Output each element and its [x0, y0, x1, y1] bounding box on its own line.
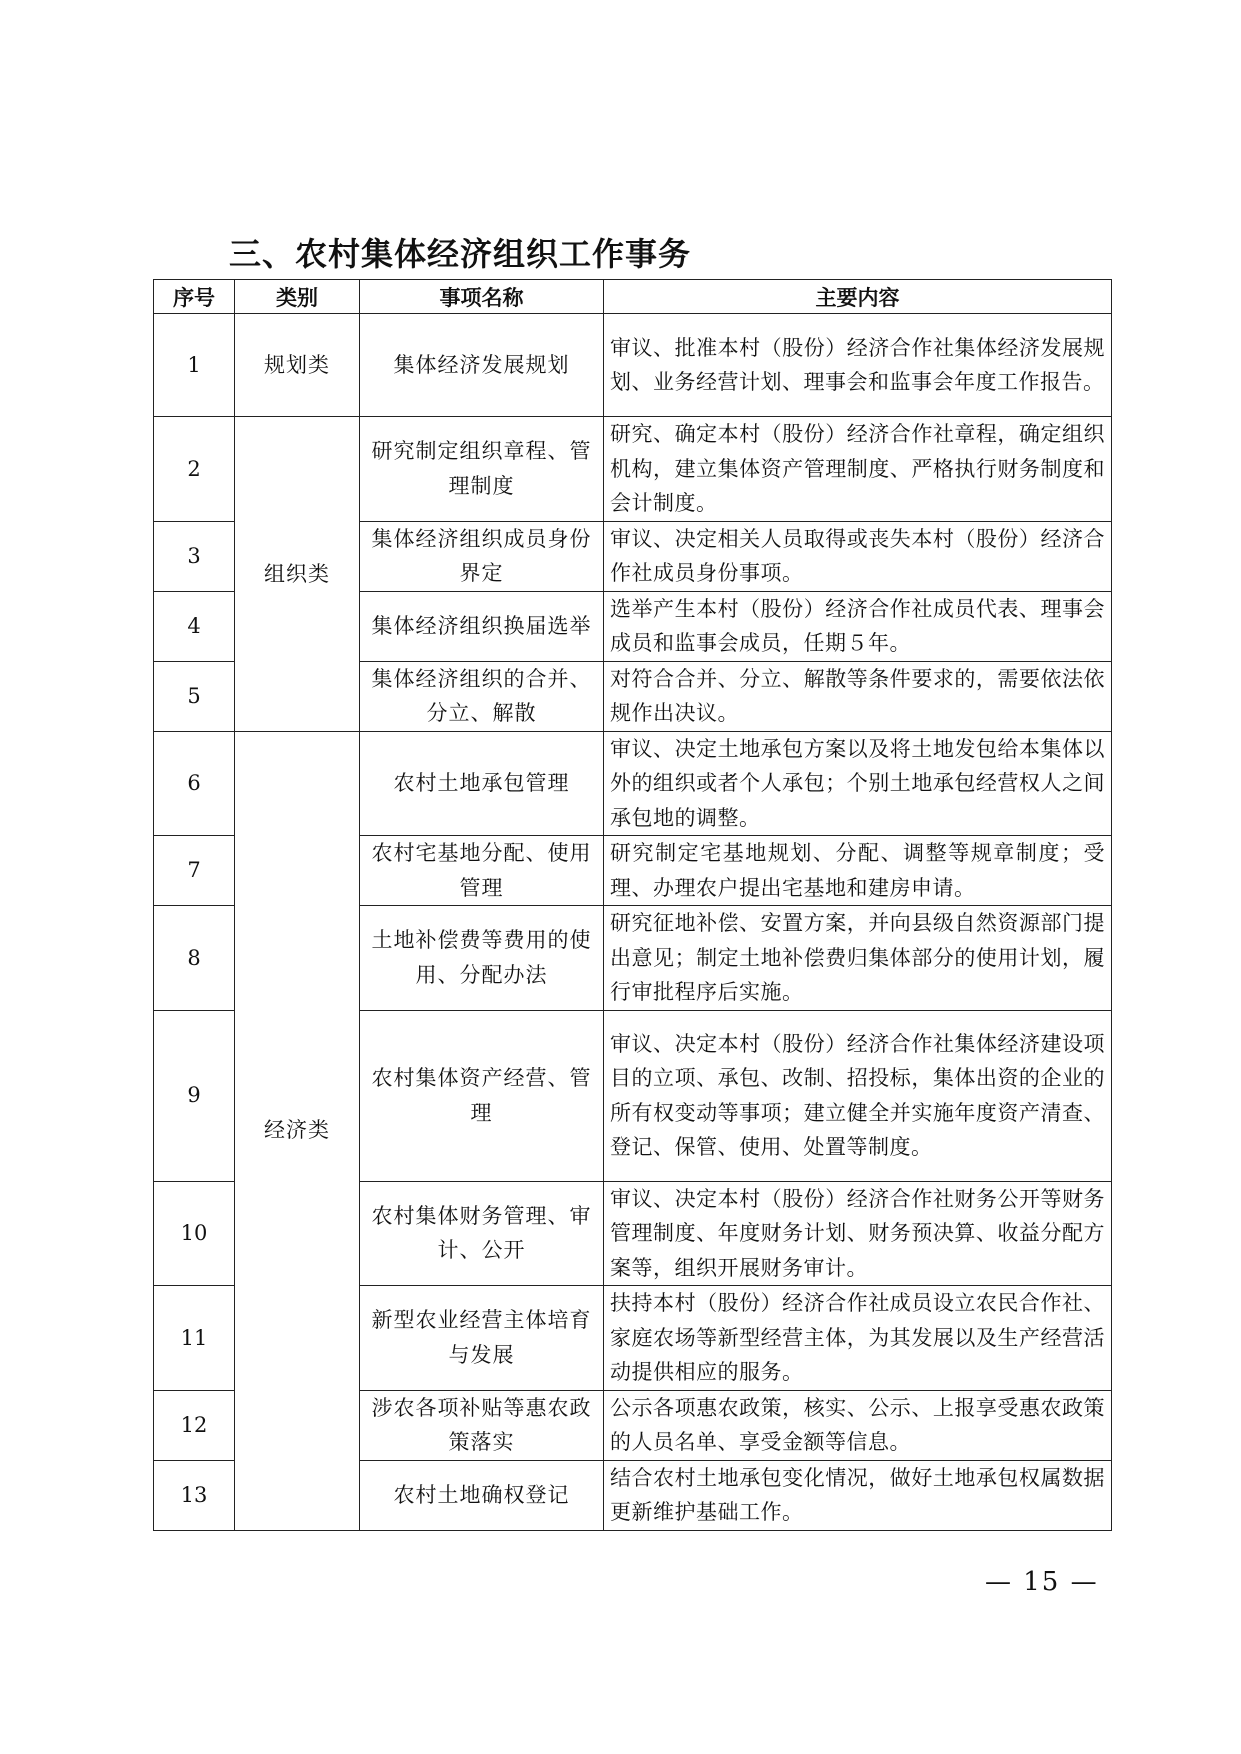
item-content: 研究征地补偿、安置方案，并向县级自然资源部门提出意见；制定土地补偿费归集体部分的使用计划，履行审批程序后实施。	[604, 906, 1112, 1011]
item-content: 研究制定宅基地规划、分配、调整等规章制度；受理、办理农户提出宅基地和建房申请。	[604, 836, 1112, 906]
item-content: 研究、确定本村（股份）经济合作社章程，确定组织机构，建立集体资产管理制度、严格执行财务制度和会计制度。	[604, 417, 1112, 522]
row-number: 10	[154, 1181, 235, 1286]
item-content: 审议、决定相关人员取得或丧失本村（股份）经济合作社成员身份事项。	[604, 521, 1112, 591]
row-number: 1	[154, 314, 235, 417]
row-number: 7	[154, 836, 235, 906]
work-matters-table	[153, 279, 1112, 1531]
row-number: 4	[154, 591, 235, 661]
item-content: 审议、批准本村（股份）经济合作社集体经济发展规划、业务经营计划、理事会和监事会年度工作报告。	[604, 314, 1112, 417]
item-name: 研究制定组织章程、管理制度	[360, 417, 604, 522]
category-planning: 规划类	[235, 314, 360, 417]
category-economy: 经济类	[235, 731, 360, 1530]
item-name: 集体经济组织成员身份界定	[360, 521, 604, 591]
row-number: 13	[154, 1460, 235, 1530]
row-number: 11	[154, 1286, 235, 1391]
item-content: 审议、决定土地承包方案以及将土地发包给本集体以外的组织或者个人承包；个别土地承包经营权人之间承包地的调整。	[604, 731, 1112, 836]
item-content: 结合农村土地承包变化情况，做好土地承包权属数据更新维护基础工作。	[604, 1460, 1112, 1530]
item-content: 扶持本村（股份）经济合作社成员设立农民合作社、家庭农场等新型经营主体，为其发展以及生产经营活动提供相应的服务。	[604, 1286, 1112, 1391]
header-category: 类别	[235, 280, 360, 314]
table-row	[154, 731, 1112, 836]
row-number: 5	[154, 661, 235, 731]
item-content: 选举产生本村（股份）经济合作社成员代表、理事会成员和监事会成员，任期５年。	[604, 591, 1112, 661]
table-row	[154, 417, 1112, 522]
header-serial-number: 序号	[154, 280, 235, 314]
row-number: 8	[154, 906, 235, 1011]
row-number: 6	[154, 731, 235, 836]
item-name: 农村土地承包管理	[360, 731, 604, 836]
row-number: 12	[154, 1390, 235, 1460]
table-header-row	[154, 280, 1112, 314]
row-number: 9	[154, 1010, 235, 1181]
page-number: — 15 —	[985, 1567, 1099, 1597]
item-content: 审议、决定本村（股份）经济合作社财务公开等财务管理制度、年度财务计划、财务预决算、收益分配方案等，组织开展财务审计。	[604, 1181, 1112, 1286]
item-name: 集体经济组织换届选举	[360, 591, 604, 661]
item-name: 农村集体财务管理、审计、公开	[360, 1181, 604, 1286]
table-row	[154, 314, 1112, 417]
header-item-name: 事项名称	[360, 280, 604, 314]
row-number: 3	[154, 521, 235, 591]
item-name: 集体经济发展规划	[360, 314, 604, 417]
item-content: 对符合合并、分立、解散等条件要求的，需要依法依规作出决议。	[604, 661, 1112, 731]
item-name: 涉农各项补贴等惠农政策落实	[360, 1390, 604, 1460]
item-name: 农村土地确权登记	[360, 1460, 604, 1530]
item-name: 集体经济组织的合并、分立、解散	[360, 661, 604, 731]
item-name: 新型农业经营主体培育与发展	[360, 1286, 604, 1391]
item-content: 审议、决定本村（股份）经济合作社集体经济建设项目的立项、承包、改制、招投标，集体出资的企业的所有权变动等事项；建立健全并实施年度资产清查、登记、保管、使用、处置等制度。	[604, 1010, 1112, 1181]
category-organization: 组织类	[235, 417, 360, 732]
item-name: 农村宅基地分配、使用管理	[360, 836, 604, 906]
page-title: 三、农村集体经济组织工作事务	[229, 235, 692, 273]
item-content: 公示各项惠农政策，核实、公示、上报享受惠农政策的人员名单、享受金额等信息。	[604, 1390, 1112, 1460]
header-main-content: 主要内容	[604, 280, 1112, 314]
item-name: 土地补偿费等费用的使用、分配办法	[360, 906, 604, 1011]
row-number: 2	[154, 417, 235, 522]
item-name: 农村集体资产经营、管理	[360, 1010, 604, 1181]
